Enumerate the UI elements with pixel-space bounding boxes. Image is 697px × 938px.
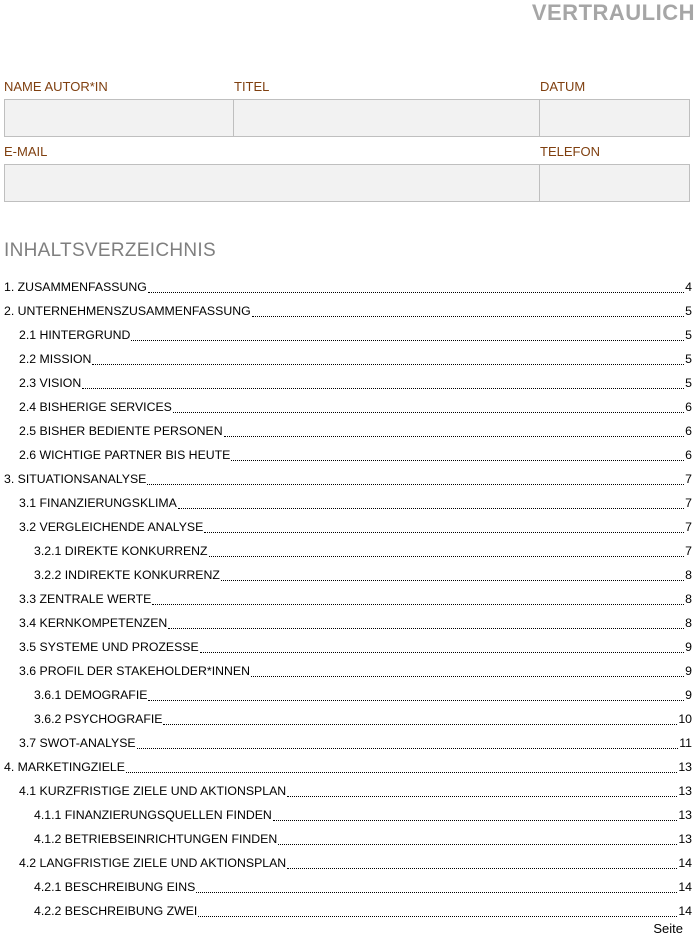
toc-leader-dots — [209, 548, 685, 557]
toc-entry-page: 13 — [678, 808, 692, 822]
toc-leader-dots — [252, 308, 685, 317]
author-label: NAME AUTOR*IN — [4, 79, 108, 94]
toc-entry-text: 3.1 FINANZIERUNGSKLIMA — [19, 496, 177, 510]
toc-entry-text: 2.3 VISION — [19, 376, 82, 390]
title-field[interactable] — [234, 100, 540, 136]
email-phone-row — [4, 164, 690, 202]
toc-entry[interactable] — [4, 635, 692, 659]
date-label: DATUM — [540, 79, 586, 94]
title-label: TITEL — [234, 79, 270, 94]
toc-entry[interactable] — [4, 467, 692, 491]
toc-leader-dots — [287, 860, 677, 869]
toc-entry[interactable] — [4, 875, 692, 899]
toc-leader-dots — [82, 380, 684, 389]
toc-entry[interactable] — [4, 587, 692, 611]
toc-entry-page: 13 — [678, 832, 692, 846]
toc-entry-text: 2.2 MISSION — [19, 352, 92, 366]
phone-field[interactable] — [540, 165, 689, 201]
toc-leader-dots — [200, 644, 684, 653]
toc-entry[interactable] — [4, 299, 692, 323]
toc-entry-text: 3.7 SWOT-ANALYSE — [19, 736, 136, 750]
toc-entry-page: 5 — [685, 376, 692, 390]
toc-entry-text: 4.2 LANGFRISTIGE ZIELE UND AKTIONSPLAN — [19, 856, 287, 870]
toc-entry-page: 4 — [685, 280, 692, 294]
confidential-heading: VERTRAULICH — [531, 0, 695, 25]
table-of-contents — [4, 275, 692, 923]
toc-entry-text: 3.5 SYSTEME UND PROZESSE — [19, 640, 199, 654]
toc-entry-page: 14 — [678, 880, 692, 894]
toc-entry-text: 2. UNTERNEHMENSZUSAMMENFASSUNG — [4, 304, 251, 318]
toc-entry-page: 13 — [678, 760, 692, 774]
toc-leader-dots — [273, 812, 678, 821]
toc-entry-text: 1. ZUSAMMENFASSUNG — [4, 280, 147, 294]
toc-entry-page: 14 — [678, 904, 692, 918]
toc-entry-text: 4.1 KURZFRISTIGE ZIELE UND AKTIONSPLAN — [19, 784, 287, 798]
toc-leader-dots — [198, 908, 677, 917]
toc-entry-page: 5 — [685, 352, 692, 366]
toc-entry-page: 7 — [685, 472, 692, 486]
toc-leader-dots — [178, 500, 684, 509]
toc-entry[interactable] — [4, 755, 692, 779]
toc-entry-page: 14 — [678, 856, 692, 870]
toc-entry-page: 6 — [685, 448, 692, 462]
toc-entry-text: 3.2 VERGLEICHENDE ANALYSE — [19, 520, 204, 534]
toc-entry[interactable] — [4, 515, 692, 539]
toc-entry-text: 4.2.2 BESCHREIBUNG ZWEI — [34, 904, 198, 918]
toc-leader-dots — [92, 356, 684, 365]
toc-entry[interactable] — [4, 347, 692, 371]
toc-leader-dots — [196, 884, 677, 893]
toc-entry[interactable] — [4, 419, 692, 443]
toc-entry-page: 8 — [685, 616, 692, 630]
toc-entry-page: 7 — [685, 544, 692, 558]
toc-leader-dots — [251, 668, 684, 677]
toc-entry-page: 6 — [685, 424, 692, 438]
toc-entry[interactable] — [4, 443, 692, 467]
toc-entry-text: 3. SITUATIONSANALYSE — [4, 472, 147, 486]
toc-leader-dots — [148, 692, 684, 701]
toc-entry[interactable] — [4, 395, 692, 419]
toc-entry[interactable] — [4, 803, 692, 827]
toc-entry[interactable] — [4, 731, 692, 755]
toc-entry-page: 13 — [678, 784, 692, 798]
toc-entry-text: 4.1.1 FINANZIERUNGSQUELLEN FINDEN — [34, 808, 272, 822]
toc-entry[interactable] — [4, 683, 692, 707]
toc-entry-text: 2.1 HINTERGRUND — [19, 328, 131, 342]
toc-entry[interactable] — [4, 827, 692, 851]
toc-entry-text: 3.6.2 PSYCHOGRAFIE — [34, 712, 163, 726]
toc-entry[interactable] — [4, 563, 692, 587]
toc-leader-dots — [126, 764, 677, 773]
date-field[interactable] — [540, 100, 689, 136]
toc-leader-dots — [204, 524, 684, 533]
toc-entry-text: 3.6 PROFIL DER STAKEHOLDER*INNEN — [19, 664, 250, 678]
toc-entry[interactable] — [4, 491, 692, 515]
toc-entry[interactable] — [4, 659, 692, 683]
toc-entry-text: 3.2.2 INDIREKTE KONKURRENZ — [34, 568, 220, 582]
toc-leader-dots — [231, 452, 684, 461]
toc-leader-dots — [287, 788, 677, 797]
toc-leader-dots — [137, 740, 679, 749]
toc-entry[interactable] — [4, 611, 692, 635]
toc-title: INHALTSVERZEICHNIS — [4, 240, 216, 261]
toc-entry[interactable] — [4, 323, 692, 347]
toc-entry-text: 4. MARKETINGZIELE — [4, 760, 125, 774]
toc-entry[interactable] — [4, 779, 692, 803]
toc-entry-page: 9 — [685, 640, 692, 654]
toc-leader-dots — [148, 284, 684, 293]
toc-entry-page: 7 — [685, 520, 692, 534]
toc-entry-text: 3.4 KERNKOMPETENZEN — [19, 616, 168, 630]
toc-leader-dots — [221, 572, 684, 581]
toc-entry-text: 3.6.1 DEMOGRAFIE — [34, 688, 148, 702]
page-footer: Seite — [653, 921, 683, 936]
toc-entry-text: 4.1.2 BETRIEBSEINRICHTUNGEN FINDEN — [34, 832, 278, 846]
toc-entry-text: 2.4 BISHERIGE SERVICES — [19, 400, 172, 414]
toc-entry-page: 10 — [678, 712, 692, 726]
toc-leader-dots — [278, 836, 677, 845]
toc-entry-text: 2.5 BISHER BEDIENTE PERSONEN — [19, 424, 223, 438]
toc-entry[interactable] — [4, 275, 692, 299]
toc-leader-dots — [152, 596, 684, 605]
toc-entry-text: 2.6 WICHTIGE PARTNER BIS HEUTE — [19, 448, 231, 462]
toc-leader-dots — [224, 428, 685, 437]
toc-entry[interactable] — [4, 539, 692, 563]
toc-entry[interactable] — [4, 899, 692, 923]
toc-entry-page: 8 — [685, 568, 692, 582]
email-field[interactable] — [5, 165, 540, 201]
toc-leader-dots — [173, 404, 684, 413]
toc-entry-text: 4.2.1 BESCHREIBUNG EINS — [34, 880, 196, 894]
author-field[interactable] — [5, 100, 234, 136]
toc-entry-text: 3.3 ZENTRALE WERTE — [19, 592, 152, 606]
email-label: E-MAIL — [4, 144, 48, 159]
toc-entry[interactable] — [4, 371, 692, 395]
toc-entry-page: 11 — [679, 736, 692, 750]
toc-entry[interactable] — [4, 851, 692, 875]
toc-leader-dots — [163, 716, 677, 725]
toc-entry[interactable] — [4, 707, 692, 731]
toc-entry-page: 9 — [685, 688, 692, 702]
toc-entry-page: 6 — [685, 400, 692, 414]
toc-entry-page: 5 — [685, 328, 692, 342]
toc-entry-page: 5 — [685, 304, 692, 318]
toc-entry-text: 3.2.1 DIREKTE KONKURRENZ — [34, 544, 208, 558]
toc-entry-page: 7 — [685, 496, 692, 510]
phone-label: TELEFON — [540, 144, 600, 159]
toc-leader-dots — [168, 620, 684, 629]
toc-leader-dots — [131, 332, 684, 341]
toc-entry-page: 9 — [685, 664, 692, 678]
toc-leader-dots — [147, 476, 684, 485]
author-title-date-row — [4, 99, 690, 137]
toc-entry-page: 8 — [685, 592, 692, 606]
